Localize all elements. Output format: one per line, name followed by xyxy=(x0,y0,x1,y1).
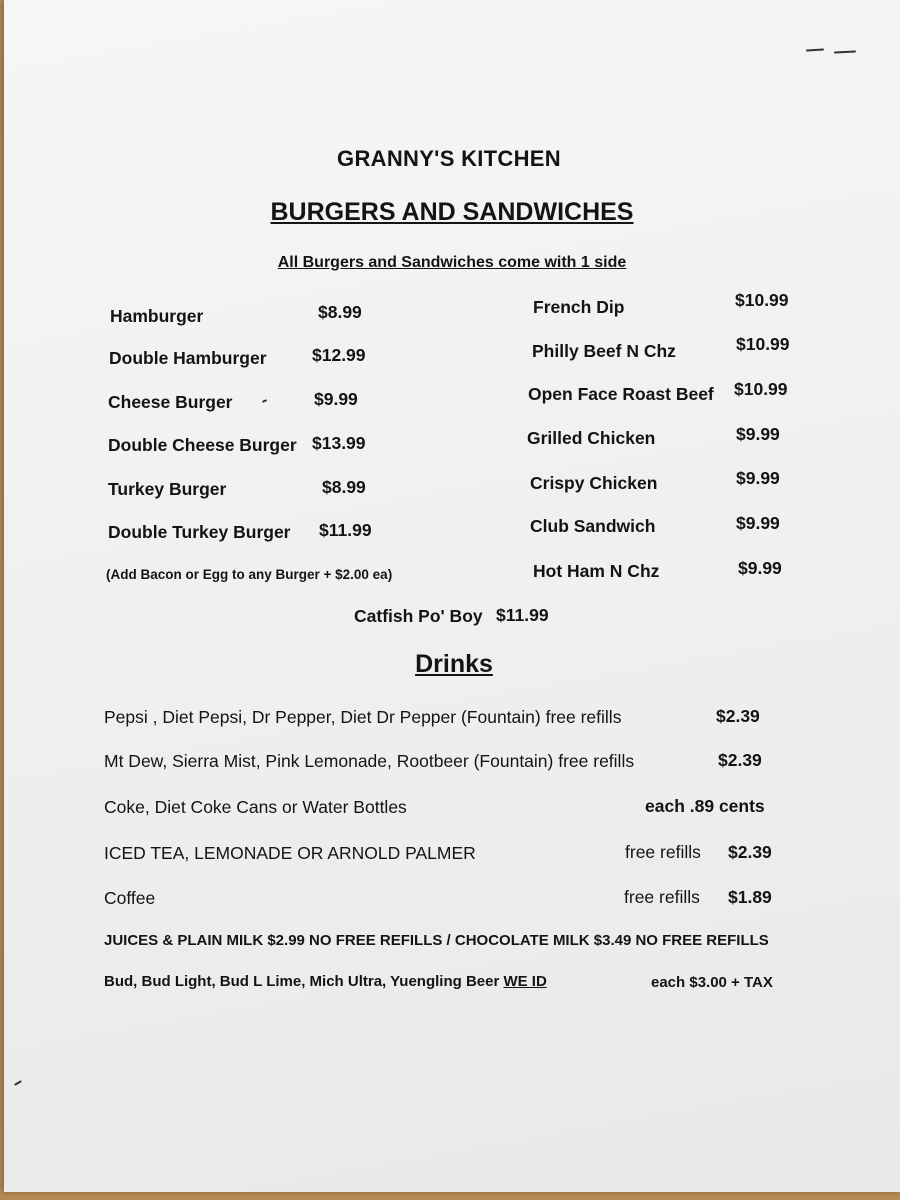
menu-page xyxy=(4,0,900,1192)
menu-item-name: Double Turkey Burger xyxy=(108,522,291,542)
menu-item-price: $10.99 xyxy=(736,334,790,354)
menu-item-name: Hot Ham N Chz xyxy=(533,561,660,581)
id-note: WE ID xyxy=(503,973,547,990)
beer-description: Bud, Bud Light, Bud L Lime, Mich Ultra, Yuengling Beer xyxy=(104,973,500,990)
menu-item-price: $9.99 xyxy=(738,558,782,578)
menu-item-price: $9.99 xyxy=(736,468,780,488)
menu-item-name: Open Face Roast Beef xyxy=(528,384,714,404)
menu-item-price: $12.99 xyxy=(312,345,366,365)
juice-milk-line: JUICES & PLAIN MILK $2.99 NO FREE REFILLS / CHOCOLATE MILK $3.49 NO FREE REFILLS xyxy=(104,932,769,949)
menu-item-price: $11.99 xyxy=(496,605,549,625)
drink-price: $1.89 xyxy=(728,887,772,907)
drink-description: Pepsi , Diet Pepsi, Dr Pepper, Diet Dr Pepper (Fountain) free refills xyxy=(104,707,622,727)
menu-item-name: Grilled Chicken xyxy=(527,428,656,448)
restaurant-title: GRANNY'S KITCHEN xyxy=(337,146,561,171)
drink-description: Mt Dew, Sierra Mist, Pink Lemonade, Rootbeer (Fountain) free refills xyxy=(104,751,635,771)
menu-item-price: $8.99 xyxy=(322,477,366,497)
section-note: All Burgers and Sandwiches come with 1 side xyxy=(277,254,627,271)
menu-item-name: Cheese Burger xyxy=(108,392,233,412)
menu-item-name: Crispy Chicken xyxy=(530,473,658,493)
addon-note: (Add Bacon or Egg to any Burger + $2.00 ea) xyxy=(106,567,393,582)
menu-item-price: $11.99 xyxy=(319,520,372,540)
beer-line xyxy=(104,973,547,990)
drink-price: $2.39 xyxy=(728,842,772,862)
menu-item-name: Double Cheese Burger xyxy=(108,435,297,455)
menu-item-name: Hamburger xyxy=(110,306,204,326)
drink-price: each .89 cents xyxy=(645,796,765,816)
menu-item-name: Club Sandwich xyxy=(530,516,656,536)
menu-item-price: $10.99 xyxy=(734,379,788,399)
drink-description: ICED TEA, LEMONADE OR ARNOLD PALMER xyxy=(104,843,476,863)
section-title-drinks: Drinks xyxy=(415,650,493,678)
drink-refills: free refills xyxy=(625,842,701,862)
menu-item-name: Turkey Burger xyxy=(108,479,227,499)
drink-description: Coffee xyxy=(104,888,156,908)
drink-price: $2.39 xyxy=(716,706,760,726)
section-title-burgers: BURGERS AND SANDWICHES xyxy=(270,198,634,226)
menu-item-name: Catfish Po' Boy xyxy=(354,606,483,626)
menu-item-price: $13.99 xyxy=(312,433,366,453)
menu-item-price: $9.99 xyxy=(736,424,780,444)
menu-item-price: $9.99 xyxy=(314,389,358,409)
menu-item-name: Double Hamburger xyxy=(109,348,267,368)
drink-price: $2.39 xyxy=(718,750,762,770)
drink-description: Coke, Diet Coke Cans or Water Bottles xyxy=(104,797,407,817)
menu-item-name: French Dip xyxy=(533,297,625,317)
drink-refills: free refills xyxy=(624,887,700,907)
beer-price: each $3.00 + TAX xyxy=(651,974,773,991)
menu-item-price: $10.99 xyxy=(735,290,789,310)
menu-item-price: $8.99 xyxy=(318,302,362,322)
menu-item-price: $9.99 xyxy=(736,513,780,533)
menu-item-name: Philly Beef N Chz xyxy=(532,341,676,361)
